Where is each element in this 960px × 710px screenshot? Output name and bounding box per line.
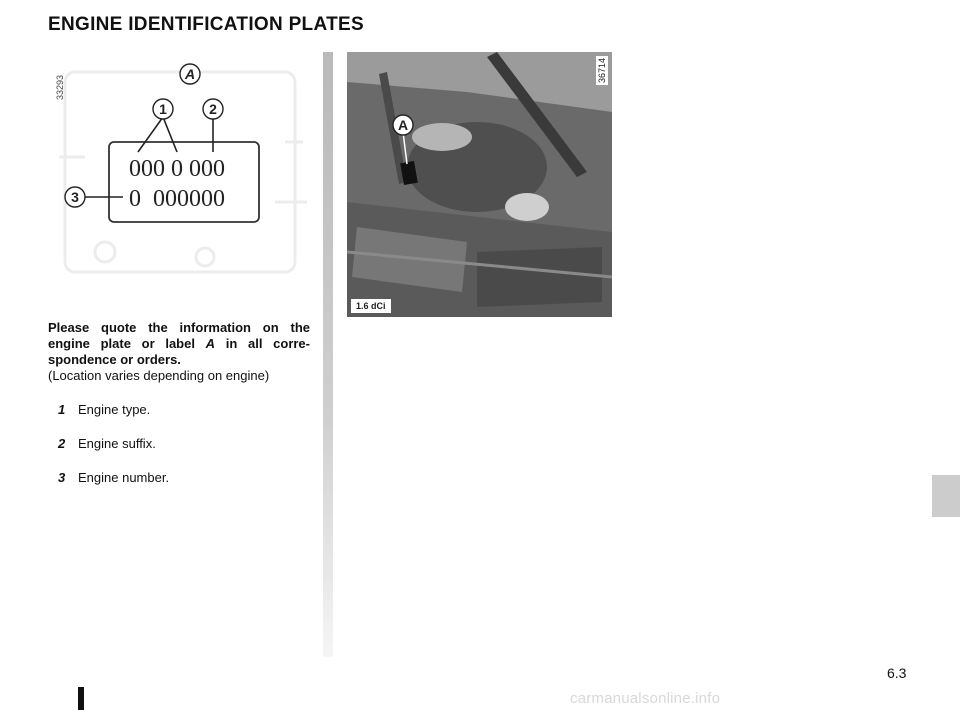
legend-item [48,402,310,418]
legend-text: Engine suffix. [78,436,156,451]
engine-plate-diagram [45,52,313,312]
page-title: ENGINE IDENTIFICATION PLATES [48,14,364,35]
plate-line-2: 0 000000 [129,186,225,212]
location-note: (Location varies depending on engine) [48,368,270,383]
plate-line-1: 000 0 000 [129,156,225,182]
quote-instruction [48,320,310,368]
callout-2-label: 2 [209,101,217,117]
column-divider [323,52,333,657]
callout-1 [153,99,173,119]
callout-2 [203,99,223,119]
legend-list [48,402,310,486]
callout-1-label: 1 [159,101,167,117]
callout-a-label: A [184,66,196,82]
figure-right-code: 36714 [597,58,607,84]
legend-item [48,436,310,452]
quote-text-post: in all corre-spondence or orders. [48,336,310,367]
chapter-tab [932,475,960,517]
legend-number: 1 [58,402,66,417]
instructions [48,320,310,504]
engine-tag: 1.6 dCi [351,299,391,313]
legend-text: Engine number. [78,470,170,485]
quote-text-label: A [205,336,216,351]
callout-3-label: 3 [71,189,79,205]
legend-number: 2 [58,436,66,451]
quote-text-pre: Please quote the information on the engine plate or label [48,320,310,351]
corner-mark [78,687,84,710]
engine-bay-photo [347,52,612,317]
figure-left-code: 33293 [55,74,65,100]
legend-text: Engine type. [78,402,151,417]
legend-number: 3 [58,470,66,485]
engine-bay-illustration [347,52,612,317]
watermark: carmanualsonline.info [570,690,721,707]
page-number: 6.3 [887,665,907,681]
photo-callout-a-label: A [397,117,409,133]
engine-plate-illustration [45,52,313,312]
legend-item [48,470,310,486]
callout-3 [65,187,85,207]
callout-a [180,64,200,84]
